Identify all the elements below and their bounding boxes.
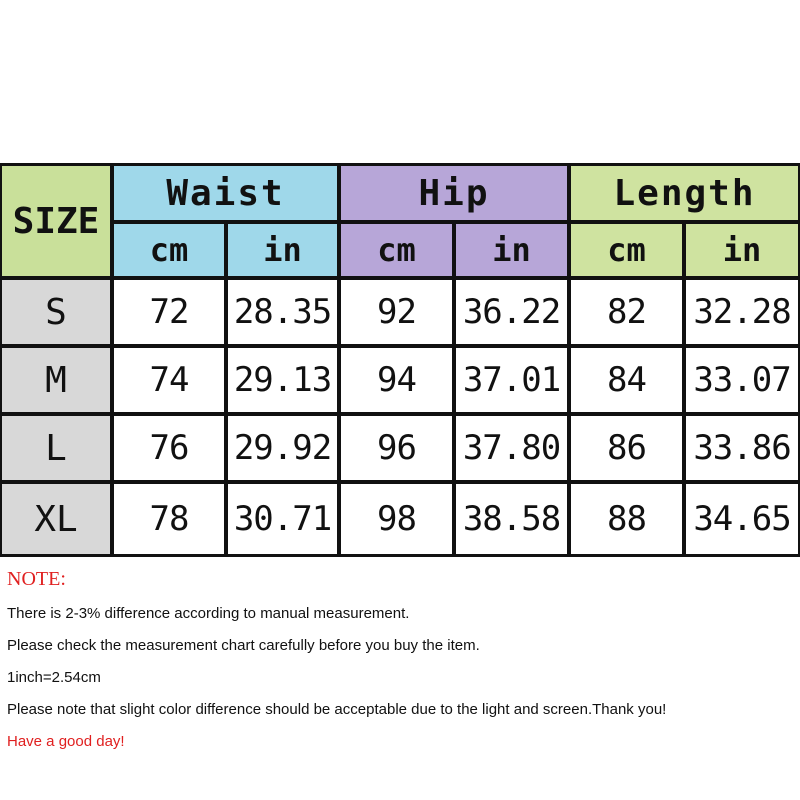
table-cell: 72 (114, 280, 224, 344)
size-label-s: S (2, 280, 110, 344)
size-header-cell: SIZE (2, 166, 110, 276)
table-cell: 78 (114, 484, 224, 554)
size-label-m: M (2, 348, 110, 412)
waist-cm-header: cm (114, 224, 224, 276)
table-cell: 29.92 (228, 416, 337, 480)
notes-section (7, 568, 797, 764)
table-cell: 34.65 (686, 484, 798, 554)
size-label-xl: XL (2, 484, 110, 554)
table-cell: 82 (571, 280, 682, 344)
table-cell: 32.28 (686, 280, 798, 344)
table-cell: 92 (341, 280, 452, 344)
table-cell: 29.13 (228, 348, 337, 412)
size-label-l: L (2, 416, 110, 480)
table-cell: 88 (571, 484, 682, 554)
hip-cm-header: cm (341, 224, 452, 276)
length-cm-header: cm (571, 224, 682, 276)
table-cell: 38.58 (456, 484, 567, 554)
table-cell: 84 (571, 348, 682, 412)
table-cell: 36.22 (456, 280, 567, 344)
note-line: 1inch=2.54cm (7, 669, 101, 686)
table-cell: 76 (114, 416, 224, 480)
table-cell: 30.71 (228, 484, 337, 554)
table-cell: 86 (571, 416, 682, 480)
note-title: NOTE: (7, 568, 66, 590)
size-chart-table (0, 163, 800, 557)
table-cell: 33.07 (686, 348, 798, 412)
hip-header: Hip (341, 166, 567, 220)
note-line: There is 2-3% difference according to manual measurement. (7, 605, 410, 622)
table-cell: 94 (341, 348, 452, 412)
length-in-header: in (686, 224, 798, 276)
note-line: Please check the measurement chart carefully before you buy the item. (7, 637, 480, 654)
waist-header: Waist (114, 166, 337, 220)
closing-message: Have a good day! (7, 733, 125, 750)
waist-in-header: in (228, 224, 337, 276)
note-line: Please note that slight color difference should be acceptable due to the light and screen.Thank you! (7, 701, 667, 718)
table-cell: 96 (341, 416, 452, 480)
hip-in-header: in (456, 224, 567, 276)
table-cell: 37.01 (456, 348, 567, 412)
table-cell: 74 (114, 348, 224, 412)
table-cell: 33.86 (686, 416, 798, 480)
table-cell: 37.80 (456, 416, 567, 480)
table-cell: 98 (341, 484, 452, 554)
length-header: Length (571, 166, 798, 220)
table-cell: 28.35 (228, 280, 337, 344)
